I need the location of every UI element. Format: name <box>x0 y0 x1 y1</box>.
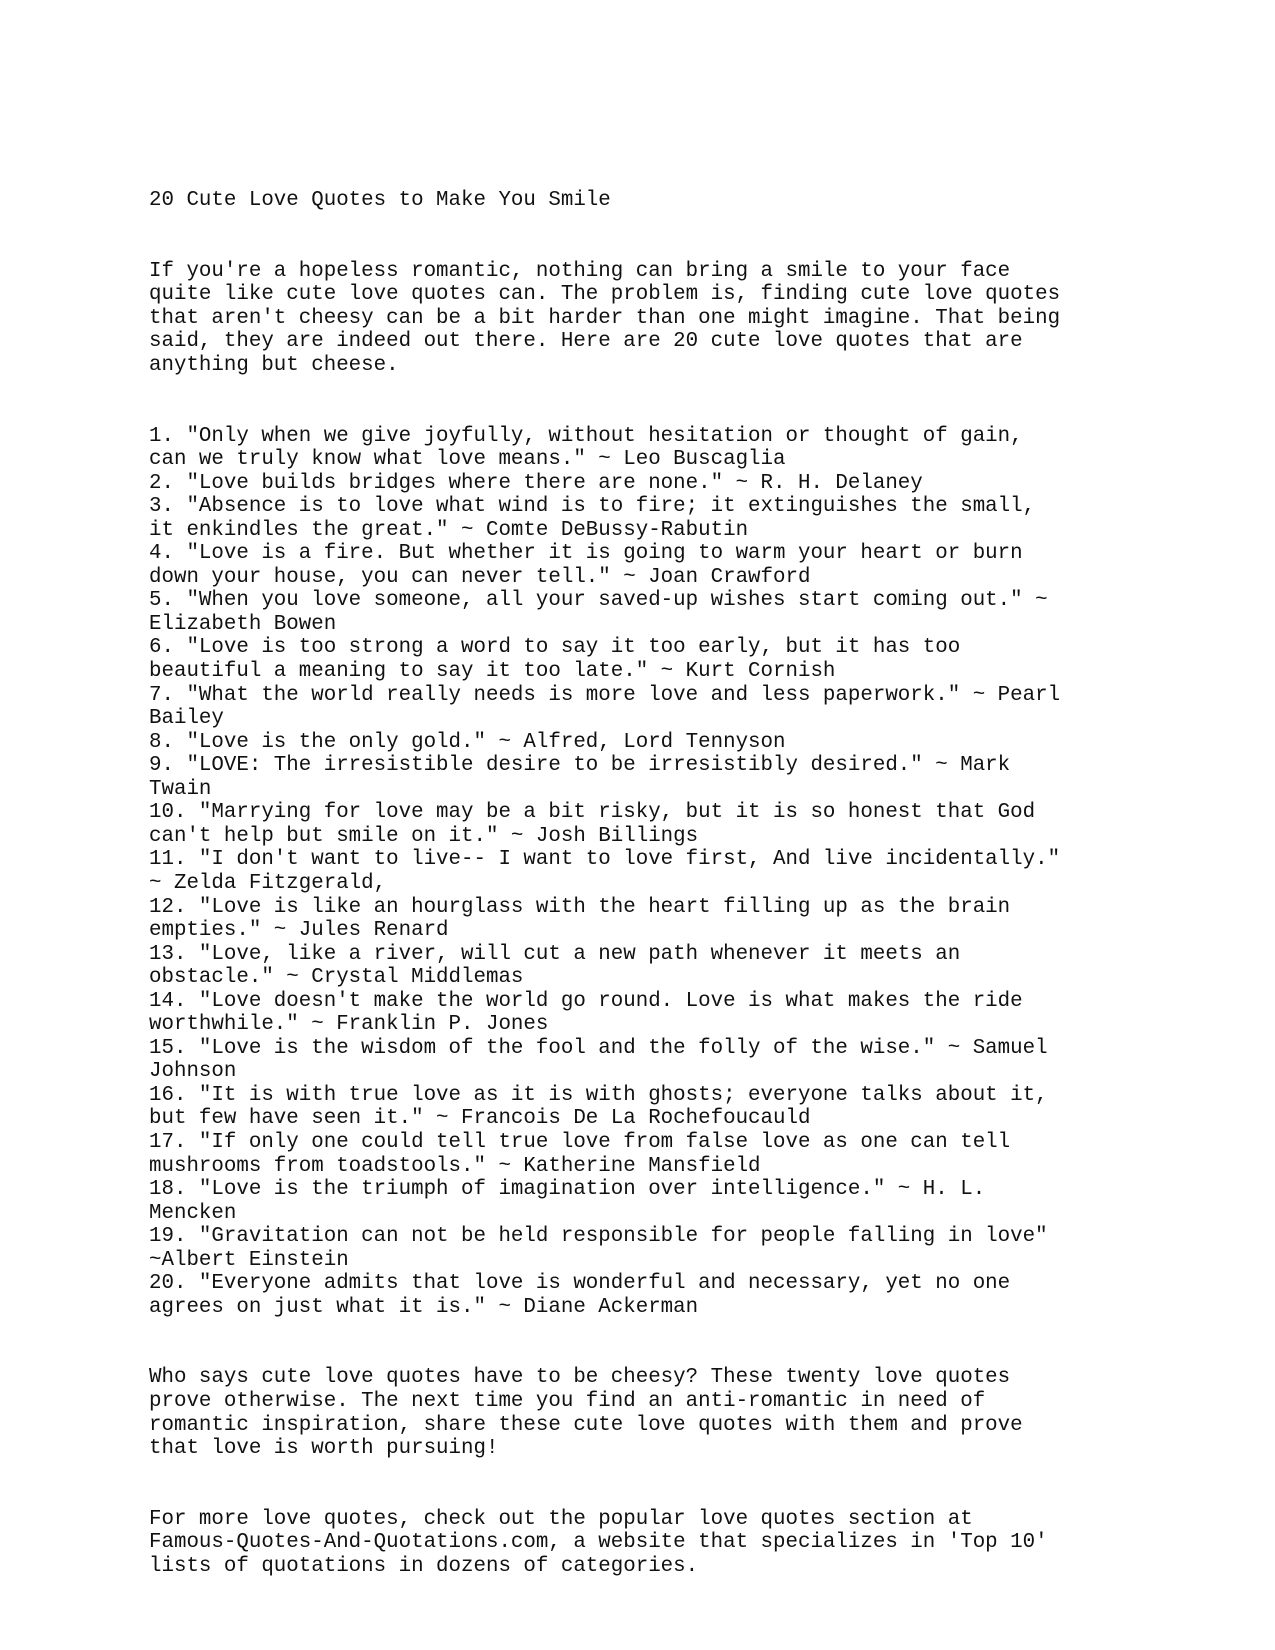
quote-item <box>149 636 1060 683</box>
quote-item <box>149 589 1060 636</box>
quote-line: Johnson <box>149 1060 237 1084</box>
quote-item <box>149 754 1060 801</box>
quote-item <box>149 1084 1060 1131</box>
quote-line: down your house, you can never tell." ~ Joan Crawford <box>149 565 811 589</box>
quote-line: Elizabeth Bowen <box>149 612 337 636</box>
closing-line: that love is worth pursuing! <box>149 1437 499 1461</box>
quote-item <box>149 472 1060 496</box>
quote-line: 1. "Only when we give joyfully, without hesitation or thought of gain, <box>149 424 1023 448</box>
quote-line: 8. "Love is the only gold." ~ Alfred, Lord Tennyson <box>149 730 786 754</box>
quote-line: 18. "Love is the triumph of imagination over intelligence." ~ H. L. <box>149 1178 986 1202</box>
quote-line: it enkindles the great." ~ Comte DeBussy-Rabutin <box>149 518 749 542</box>
quote-line: 19. "Gravitation can not be held responsible for people falling in love" <box>149 1225 1048 1249</box>
footer-line: For more love quotes, check out the popular love quotes section at <box>149 1507 973 1531</box>
quote-item <box>149 1272 1060 1319</box>
quote-item <box>149 1225 1060 1272</box>
quote-line: Twain <box>149 777 212 801</box>
quote-item <box>149 1178 1060 1225</box>
quote-line: 17. "If only one could tell true love from false love as one can tell <box>149 1130 1011 1154</box>
quote-line: worthwhile." ~ Franklin P. Jones <box>149 1013 549 1037</box>
intro-line: quite like cute love quotes can. The problem is, finding cute love quotes <box>149 283 1061 307</box>
footer-line: lists of quotations in dozens of categories. <box>149 1554 699 1578</box>
footer-line: Famous-Quotes-And-Quotations.com, a website that specializes in 'Top 10' <box>149 1531 1048 1555</box>
quote-line: 12. "Love is like an hourglass with the heart filling up as the brain <box>149 895 1011 919</box>
intro-paragraph <box>149 260 1060 378</box>
intro-line: If you're a hopeless romantic, nothing can bring a smile to your face <box>149 259 1011 283</box>
quote-item <box>149 848 1060 895</box>
intro-line: said, they are indeed out there. Here are 20 cute love quotes that are <box>149 330 1023 354</box>
quote-line: obstacle." ~ Crystal Middlemas <box>149 966 524 990</box>
quote-item <box>149 542 1060 589</box>
quote-line: 9. "LOVE: The irresistible desire to be irresistibly desired." ~ Mark <box>149 754 1011 778</box>
closing-line: Who says cute love quotes have to be cheesy? These twenty love quotes <box>149 1366 1011 1390</box>
quote-line: Mencken <box>149 1201 237 1225</box>
quote-line: 7. "What the world really needs is more love and less paperwork." ~ Pearl <box>149 683 1061 707</box>
quote-line: can't help but smile on it." ~ Josh Billings <box>149 824 699 848</box>
closing-paragraph <box>149 1366 1060 1460</box>
quote-item <box>149 801 1060 848</box>
quote-item <box>149 1131 1060 1178</box>
quote-line: 10. "Marrying for love may be a bit risky, but it is so honest that God <box>149 801 1036 825</box>
quote-item <box>149 1037 1060 1084</box>
quote-line: 5. "When you love someone, all your saved-up wishes start coming out." ~ <box>149 589 1048 613</box>
quote-item <box>149 684 1060 731</box>
quote-line: agrees on just what it is." ~ Diane Ackerman <box>149 1295 699 1319</box>
quote-line: Bailey <box>149 707 224 731</box>
quote-line: can we truly know what love means." ~ Leo Buscaglia <box>149 448 786 472</box>
quote-line: beautiful a meaning to say it too late." ~ Kurt Cornish <box>149 660 836 684</box>
quote-line: ~ Zelda Fitzgerald, <box>149 871 387 895</box>
quote-line: ~Albert Einstein <box>149 1248 349 1272</box>
quote-item <box>149 731 1060 755</box>
quote-item <box>149 896 1060 943</box>
intro-line: anything but cheese. <box>149 353 399 377</box>
quote-line: 16. "It is with true love as it is with ghosts; everyone talks about it, <box>149 1083 1048 1107</box>
quote-line: mushrooms from toadstools." ~ Katherine Mansfield <box>149 1154 761 1178</box>
quote-item <box>149 495 1060 542</box>
quote-line: 13. "Love, like a river, will cut a new path whenever it meets an <box>149 942 961 966</box>
quote-line: 15. "Love is the wisdom of the fool and the folly of the wise." ~ Samuel <box>149 1036 1048 1060</box>
quote-item <box>149 425 1060 472</box>
quote-item <box>149 990 1060 1037</box>
document-page <box>149 142 1060 1602</box>
quote-line: 2. "Love builds bridges where there are none." ~ R. H. Delaney <box>149 471 923 495</box>
quote-line: 3. "Absence is to love what wind is to fire; it extinguishes the small, <box>149 495 1036 519</box>
intro-line: that aren't cheesy can be a bit harder than one might imagine. That being <box>149 306 1061 330</box>
quote-line: but few have seen it." ~ Francois De La Rochefoucauld <box>149 1107 811 1131</box>
quote-list <box>149 425 1060 1320</box>
quote-line: 11. "I don't want to live-- I want to love first, And live incidentally." <box>149 848 1061 872</box>
footer-paragraph <box>149 1508 1060 1579</box>
closing-line: prove otherwise. The next time you find an anti-romantic in need of <box>149 1389 986 1413</box>
document-title: 20 Cute Love Quotes to Make You Smile <box>149 189 611 213</box>
quote-line: empties." ~ Jules Renard <box>149 919 449 943</box>
quote-line: 6. "Love is too strong a word to say it too early, but it has too <box>149 636 961 660</box>
quote-line: 4. "Love is a fire. But whether it is going to warm your heart or burn <box>149 542 1023 566</box>
quote-line: 14. "Love doesn't make the world go round. Love is what makes the ride <box>149 989 1023 1013</box>
closing-line: romantic inspiration, share these cute love quotes with them and prove <box>149 1413 1023 1437</box>
quote-item <box>149 943 1060 990</box>
quote-line: 20. "Everyone admits that love is wonderful and necessary, yet no one <box>149 1272 1011 1296</box>
